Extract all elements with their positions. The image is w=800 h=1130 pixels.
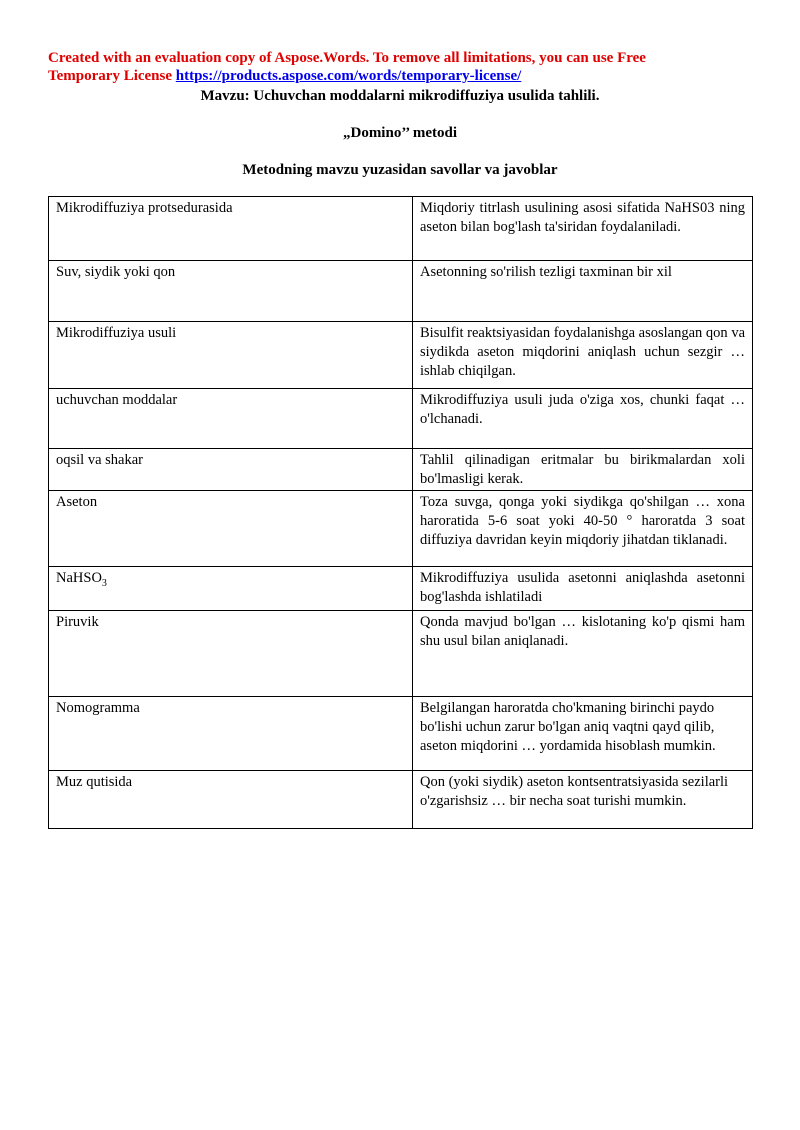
answer-cell: Qon (yoki siydik) aseton kontsentratsiyasida sezilarli o'zgarishsiz … bir necha soat turishi mumkin.	[413, 771, 753, 829]
term-cell: Nomogramma	[49, 697, 413, 771]
term-cell: Mikrodiffuziya usuli	[49, 322, 413, 389]
answer-cell: Belgilangan haroratda cho'kmaning birinchi paydo bo'lishi uchun zarur bo'lgan aniq vaqtni qayd qilib, aseton miqdorini … yordamida hisoblash mumkin.	[413, 697, 753, 771]
term-cell: uchuvchan moddalar	[49, 389, 413, 449]
license-link[interactable]: https://products.aspose.com/words/temporary-license/	[175, 68, 522, 84]
answer-cell: Asetonning so'rilish tezligi taxminan bir xil	[413, 261, 753, 322]
table-row	[49, 449, 753, 491]
table-row	[49, 611, 753, 697]
watermark-text-line2: Temporary License	[48, 68, 173, 84]
answer-cell: Miqdoriy titrlash usulining asosi sifatida NaHS03 ning aseton bilan bog'lash ta'siridan foydalaniladi.	[413, 197, 753, 261]
answer-cell: Qonda mavjud bo'lgan … kislotaning ko'p qismi ham shu usul bilan aniqlanadi.	[413, 611, 753, 697]
table-row	[49, 491, 753, 567]
table-row	[49, 261, 753, 322]
table-row	[49, 697, 753, 771]
term-cell: Muz qutisida	[49, 771, 413, 829]
document-title: Mavzu: Uchuvchan moddalarni mikrodiffuziya usulida tahlili.	[200, 88, 600, 104]
term-cell: oqsil va shakar	[49, 449, 413, 491]
section-subtitle: Metodning mavzu yuzasidan savollar va javoblar	[242, 162, 558, 178]
table-row	[49, 771, 753, 829]
qa-table	[48, 196, 753, 829]
table-row	[49, 389, 753, 449]
term-formula-subscript: 3	[101, 577, 107, 589]
table-row	[49, 567, 753, 611]
answer-cell: Bisulfit reaktsiyasidan foydalanishga asoslangan qon va siydikda aseton miqdorini aniqlash uchun sezgir … ishlab chiqilgan.	[413, 322, 753, 389]
answer-cell: Mikrodiffuziya usuli juda o'ziga xos, chunki faqat … o'lchanadi.	[413, 389, 753, 449]
answer-cell: Tahlil qilinadigan eritmalar bu birikmalardan xoli bo'lmasligi kerak.	[413, 449, 753, 491]
method-name: „Domino’’ metodi	[342, 125, 457, 141]
table-row	[49, 322, 753, 389]
evaluation-watermark	[48, 49, 748, 85]
term-cell	[49, 567, 413, 611]
answer-cell: Toza suvga, qonga yoki siydikga qo'shilgan … xona haroratida 5-6 soat yoki 40-50 ° haroratda 3 soat diffuziya davridan keyin miqdoriy jihatdan tiklanadi.	[413, 491, 753, 567]
term-cell: Piruvik	[49, 611, 413, 697]
term-formula: NaHSO	[56, 570, 102, 586]
term-cell: Suv, siydik yoki qon	[49, 261, 413, 322]
watermark-text-line1: Created with an evaluation copy of Aspose.Words. To remove all limitations, you can use Free	[48, 50, 646, 66]
term-cell: Aseton	[49, 491, 413, 567]
answer-cell: Mikrodiffuziya usulida asetonni aniqlashda asetonni bog'lashda ishlatiladi	[413, 567, 753, 611]
table-row	[49, 197, 753, 261]
term-cell: Mikrodiffuziya protsedurasida	[49, 197, 413, 261]
